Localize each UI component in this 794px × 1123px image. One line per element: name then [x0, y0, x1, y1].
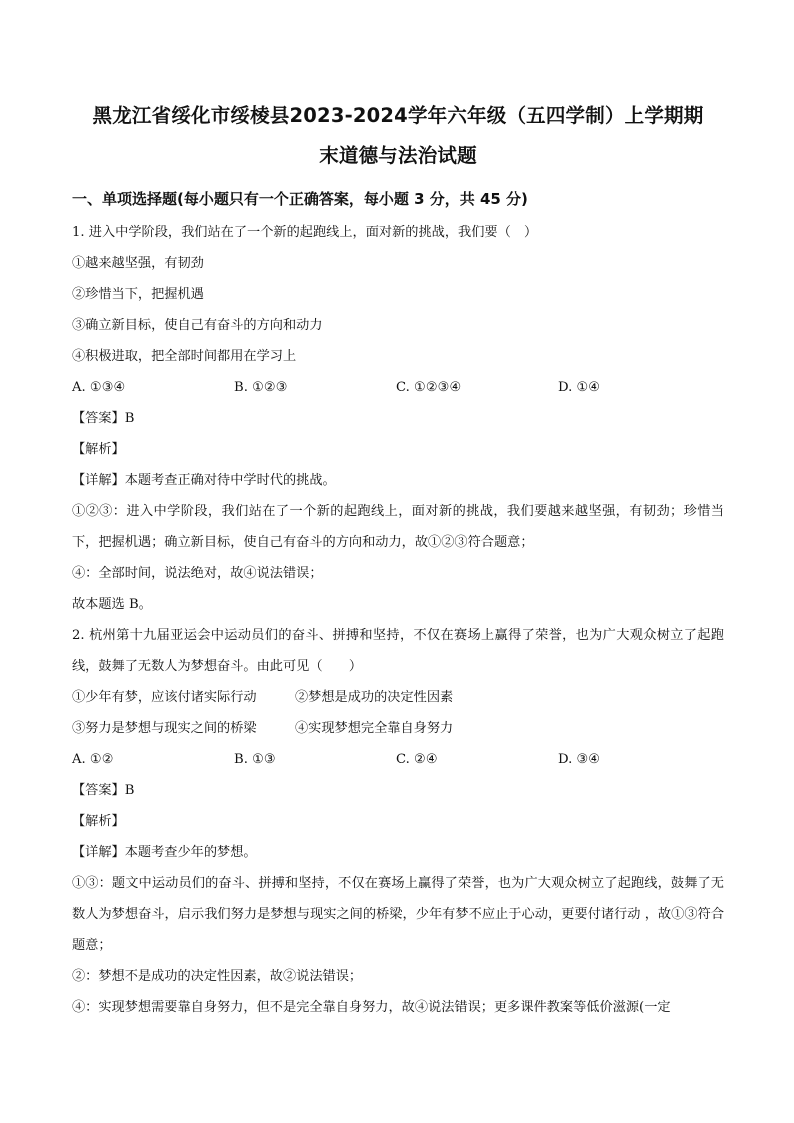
question-1-analysis-label: 【解析】	[72, 442, 125, 457]
question-2-choice-a: A. ①②	[72, 752, 114, 767]
question-2-answer: 【答案】B	[72, 783, 135, 798]
question-2-explanation-1: ①③：题文中运动员们的奋斗、拼搏和坚持，不仅在赛场上赢得了荣誉，也为广大观众树立了起跑线，鼓舞了无数人为梦想奋斗，启示我们努力是梦想与现实之间的桥梁，少年有梦不应止于心动，更要付诸行动 ，故①③符合题意；	[72, 876, 724, 953]
question-1	[72, 217, 724, 620]
question-2-choice-b: B. ①③	[234, 752, 276, 767]
question-1-choice-a: A. ①③④	[72, 380, 126, 395]
question-1-stem: 1. 进入中学阶段，我们站在了一个新的起跑线上，面对新的挑战，我们要（ ）	[72, 225, 538, 240]
question-2-choice-d: D. ③④	[558, 752, 601, 767]
question-2	[72, 620, 724, 1023]
document-title	[72, 96, 724, 176]
question-1-option-1: ①越来越坚强，有韧劲	[72, 256, 204, 271]
question-1-choices	[72, 372, 724, 403]
question-1-explanation-2: ④：全部时间，说法绝对，故④说法错误；	[72, 566, 323, 581]
question-1-option-2: ②珍惜当下，把握机遇	[72, 287, 204, 302]
question-2-options-row-2	[72, 713, 724, 744]
question-2-detail: 【详解】本题考查少年的梦想。	[72, 845, 257, 860]
question-1-answer: 【答案】B	[72, 411, 135, 426]
question-2-option-2: ②梦想是成功的决定性因素	[295, 690, 454, 705]
question-1-choice-d: D. ①④	[558, 380, 601, 395]
question-2-option-3: ③努力是梦想与现实之间的桥梁	[72, 721, 257, 736]
document-title-line-2: 末道德与法治试题	[319, 144, 477, 167]
question-1-choice-c: C. ①②③④	[396, 380, 462, 395]
question-2-choice-c: C. ②④	[396, 752, 438, 767]
question-1-detail: 【详解】本题考查正确对待中学时代的挑战。	[72, 473, 336, 488]
question-2-explanation-3: ④：实现梦想需要靠自身努力，但不是完全靠自身努力，故④说法错误；更多课件教案等低价滋源(一定	[72, 1000, 671, 1015]
question-1-choice-b: B. ①②③	[234, 380, 288, 395]
question-1-option-3: ③确立新目标，使自己有奋斗的方向和动力	[72, 318, 323, 333]
section-heading: 一、单项选择题(每小题只有一个正确答案，每小题 3 分，共 45 分)	[72, 190, 528, 208]
question-1-explanation-1: ①②③：进入中学阶段，我们站在了一个新的起跑线上，面对新的挑战，我们要越来越坚强，有韧劲；珍惜当下，把握机遇；确立新目标，使自己有奋斗的方向和动力，故①②③符合题意；	[72, 504, 724, 550]
question-2-choices	[72, 744, 724, 775]
document-title-line-1: 黑龙江省绥化市绥棱县2023-2024学年六年级（五四学制）上学期期	[92, 104, 704, 127]
question-2-stem: 2. 杭州第十九届亚运会中运动员们的奋斗、拼搏和坚持，不仅在赛场上赢得了荣誉，也为广大观众树立了起跑线，鼓舞了无数人为梦想奋斗。由此可见（ ）	[72, 628, 724, 674]
question-1-option-4: ④积极进取，把全部时间都用在学习上	[72, 349, 297, 364]
question-2-explanation-2: ②：梦想不是成功的决定性因素，故②说法错误；	[72, 969, 363, 984]
question-1-explanation-3: 故本题选 B。	[72, 597, 152, 612]
question-2-option-1: ①少年有梦，应该付诸实际行动	[72, 690, 257, 705]
question-2-option-4: ④实现梦想完全靠自身努力	[295, 721, 454, 736]
question-2-options-row-1	[72, 682, 724, 713]
question-2-analysis-label: 【解析】	[72, 814, 125, 829]
